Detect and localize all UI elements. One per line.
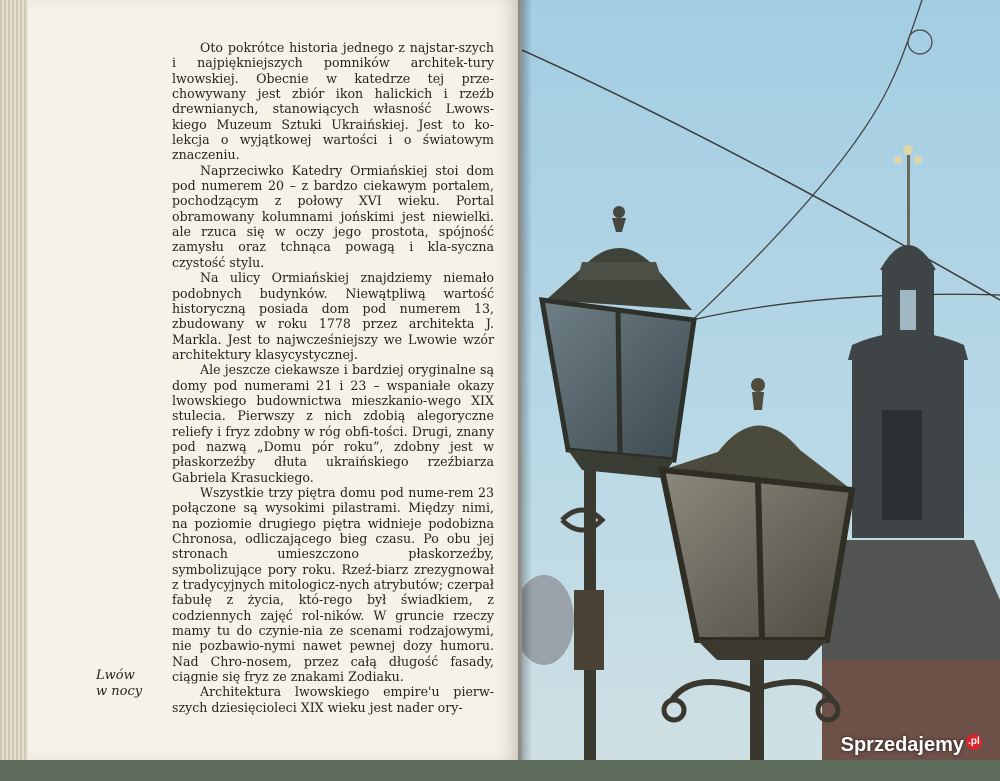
paragraph-5: Wszystkie trzy piętra domu pod nume-rem 23 połączone są wysokimi pilastrami. Między nimi, na poziomie drugiego piętra widnieje podobizna Chronosa, odliczającego bieg czasu. Po obu jej stronach umieszczono płaskorzeźby, symbolizujące pory roku. Rzeź-biarz zrezygnował z tradycyjnych mitologicz-nych atrybutów; czerpał fabułę z życia, któ-rego był świadkiem, z codziennych zajęć rol-ników. W gruncie rzeczy mamy tu do czynie-nia ze scenami rodzajowymi, nie pozbawio-nymi nawet pewnej dozy humoru. Nad Chro-nosem, przez całą długość fasady, ciągnie się fryz ze znakami Zodiaku.: [172, 484, 494, 685]
caption-line-1: Lwów: [96, 668, 135, 683]
watermark: [841, 734, 982, 757]
gutter-shadow: [518, 0, 532, 760]
paragraph-4: Ale jeszcze ciekawsze i bardziej oryginalne są domy pod numerami 21 i 23 – wspaniałe okazy lwowskiego budownictwa mieszkanio-wego XIX stulecia. Pierwszy z nich zdobią alegoryczne reliefy i fryz zdobny w róg obfi-tości. Drugi, znany pod nazwą „Domu pór roku”, zdobny jest w płaskorzeźby dłuta ukraińskiego rzeźbiarza Gabriela Krasuckiego.: [172, 362, 494, 485]
page-edge: [0, 0, 28, 781]
street-lamps-photo: [522, 0, 1000, 760]
paragraph-2: Naprzeciwko Katedry Ormiańskiej stoi dom pod numerem 20 – z bardzo ciekawym portalem, pochodzącym z połowy XVI wieku. Portal obramowany kolumnami jońskimi jest niewielki. ale rzuca się w oczy jego prostota, spójność zamysłu oraz tchnąca powagą i kla-syczna czystość stylu.: [172, 162, 494, 270]
caption-line-2: w nocy: [96, 684, 143, 699]
paragraph-1: Oto pokrótce historia jednego z najstar-szych i najpiękniejszych pomników architek-tury lwowskiej. Obecnie w katedrze tej prze-chowywany jest zbiór ikon halickich i rzeźb drewnianych, stanowiących własność Lwows-kiego Muzeum Sztuki Ukraińskiej. Jest to ko-lekcja o wyjątkowej wartości i o światowym znaczeniu.: [172, 40, 494, 163]
right-page-photo: [522, 0, 1000, 760]
watermark-text: Sprzedajemy: [840, 734, 964, 756]
paragraph-6: Architektura lwowskiego empire'u pierw-szych dziesięcioleci XIX wieku jest nader ory-: [172, 684, 494, 715]
photo-caption: [96, 668, 166, 700]
paragraph-3: Na ulicy Ormiańskiej znajdziemy niemało podobnych budynków. Niewątpliwą wartość historyczną posiada dom pod numerem 13, zbudowany w roku 1778 przez architekta J. Markla. Jest to najwcześniejszy we Lwowie wzór architektury klasycystycznej.: [172, 270, 494, 362]
body-text: [172, 40, 494, 715]
watermark-suffix: .pl: [966, 734, 982, 750]
table-surface: [0, 760, 1000, 781]
